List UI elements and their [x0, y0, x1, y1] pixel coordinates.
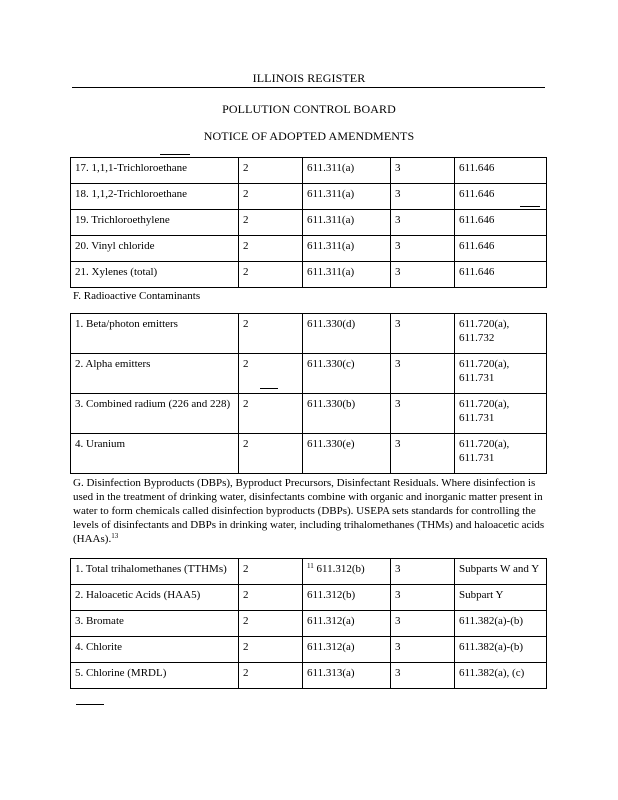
reference-cell: 611.720(a), 611.731 — [455, 394, 547, 434]
table-row — [71, 236, 547, 262]
reference-cell: 611.646 — [455, 236, 547, 262]
register-title: ILLINOIS REGISTER — [252, 71, 366, 85]
contaminant-cell: 20. Vinyl chloride — [71, 236, 239, 262]
table-row — [71, 314, 547, 354]
tier-cell: 2 — [239, 663, 303, 689]
tier-cell: 2 — [239, 434, 303, 474]
notice-tier-cell: 3 — [391, 559, 455, 585]
reference-cell: 611.646 — [455, 210, 547, 236]
table-row — [71, 611, 547, 637]
section-cell: 611.311(a) — [303, 236, 391, 262]
tier-cell: 2 — [239, 637, 303, 663]
section-cell: 611.330(b) — [303, 394, 391, 434]
contaminant-cell: 17. 1,1,1-Trichloroethane — [71, 158, 239, 184]
table-row — [71, 585, 547, 611]
reference-cell: 611.720(a), 611.732 — [455, 314, 547, 354]
section-cell: 611.312(a) — [303, 611, 391, 637]
section-cell: 611.312(a) — [303, 637, 391, 663]
radioactive-contaminants-table — [70, 313, 547, 474]
footnote-13: 13 — [111, 532, 119, 540]
table-row — [71, 663, 547, 689]
organic-contaminants-table — [70, 157, 547, 288]
notice-tier-cell: 3 — [391, 611, 455, 637]
reference-cell: 611.382(a)-(b) — [455, 611, 547, 637]
contaminant-cell: 1. Total trihalomethanes (TTHMs) — [71, 559, 239, 585]
notice-tier-cell: 3 — [391, 637, 455, 663]
contaminant-cell: 4. Chlorite — [71, 637, 239, 663]
section-cell: 611.313(a) — [303, 663, 391, 689]
reference-cell: 611.720(a), 611.731 — [455, 434, 547, 474]
tier-cell: 2 — [239, 236, 303, 262]
board-title: POLLUTION CONTROL BOARD — [222, 102, 396, 116]
reference-cell: 611.646 — [455, 158, 547, 184]
tier-cell: 2 — [239, 394, 303, 434]
contaminant-cell: 19. Trichloroethylene — [71, 210, 239, 236]
reference-cell: Subpart Y — [455, 585, 547, 611]
section-cell: 611.312(b) — [303, 585, 391, 611]
table-row — [71, 394, 547, 434]
tier-cell: 2 — [239, 585, 303, 611]
section-cell: 611.330(d) — [303, 314, 391, 354]
scan-artifact — [520, 206, 540, 207]
contaminant-cell: 2. Alpha emitters — [71, 354, 239, 394]
header-rule — [72, 87, 545, 88]
reference-cell: Subparts W and Y — [455, 559, 547, 585]
notice-tier-cell: 3 — [391, 354, 455, 394]
notice-tier-cell: 3 — [391, 236, 455, 262]
reference-cell: 611.382(a), (c) — [455, 663, 547, 689]
notice-tier-cell: 3 — [391, 394, 455, 434]
tier-cell: 2 — [239, 611, 303, 637]
table-row — [71, 210, 547, 236]
notice-tier-cell: 3 — [391, 210, 455, 236]
scan-artifact — [160, 154, 190, 155]
section-cell: 611.311(a) — [303, 158, 391, 184]
scan-artifact — [76, 704, 104, 705]
section-f-heading: F. Radioactive Contaminants — [73, 290, 201, 302]
contaminant-cell: 2. Haloacetic Acids (HAA5) — [71, 585, 239, 611]
section-cell: 611.311(a) — [303, 184, 391, 210]
tier-cell: 2 — [239, 262, 303, 288]
scan-artifact — [260, 388, 278, 389]
section-cell: 611.311(a) — [303, 210, 391, 236]
contaminant-cell: 3. Bromate — [71, 611, 239, 637]
tier-cell: 2 — [239, 559, 303, 585]
section-cell: 611.330(e) — [303, 434, 391, 474]
section-cell — [303, 559, 391, 585]
contaminant-cell: 21. Xylenes (total) — [71, 262, 239, 288]
reference-cell: 611.382(a)-(b) — [455, 637, 547, 663]
notice-tier-cell: 3 — [391, 585, 455, 611]
contaminant-cell: 3. Combined radium (226 and 228) — [71, 394, 239, 434]
table-row — [71, 637, 547, 663]
section-cell: 611.311(a) — [303, 262, 391, 288]
tier-cell: 2 — [239, 184, 303, 210]
contaminant-cell: 5. Chlorine (MRDL) — [71, 663, 239, 689]
notice-tier-cell: 3 — [391, 262, 455, 288]
section-g-paragraph — [73, 476, 551, 546]
tier-cell: 2 — [239, 158, 303, 184]
contaminant-cell: 1. Beta/photon emitters — [71, 314, 239, 354]
notice-tier-cell: 3 — [391, 663, 455, 689]
notice-tier-cell: 3 — [391, 314, 455, 354]
table-row — [71, 559, 547, 585]
contaminant-cell: 4. Uranium — [71, 434, 239, 474]
contaminant-cell: 18. 1,1,2-Trichloroethane — [71, 184, 239, 210]
tier-cell: 2 — [239, 210, 303, 236]
table-row — [71, 158, 547, 184]
table-row — [71, 354, 547, 394]
tier-cell: 2 — [239, 314, 303, 354]
section-g-text: G. Disinfection Byproducts (DBPs), Byproduct Precursors, Disinfectant Residuals. Where disinfection is used in the treatment of drinking water, disinfectants combine with organic and inorganic matter present in water to form chemicals called disinfection byproducts (DBPs). USEPA sets standards for controlling the levels of disinfectants and DBPs in drinking water, including trihalomethanes (THMs) and haloacetic acids (HAAs). — [73, 477, 545, 545]
table-row — [71, 184, 547, 210]
reference-cell: 611.646 — [455, 262, 547, 288]
table-row — [71, 434, 547, 474]
notice-title: NOTICE OF ADOPTED AMENDMENTS — [203, 129, 415, 143]
notice-tier-cell: 3 — [391, 184, 455, 210]
notice-tier-cell: 3 — [391, 434, 455, 474]
notice-tier-cell: 3 — [391, 158, 455, 184]
disinfection-byproducts-table — [70, 558, 547, 689]
reference-cell: 611.646 — [455, 184, 547, 210]
section-cell: 611.330(c) — [303, 354, 391, 394]
tier-cell: 2 — [239, 354, 303, 394]
reference-cell: 611.720(a), 611.731 — [455, 354, 547, 394]
footnote-11: 11 — [307, 562, 314, 570]
table-row — [71, 262, 547, 288]
section-value: 611.312(b) — [316, 563, 365, 575]
